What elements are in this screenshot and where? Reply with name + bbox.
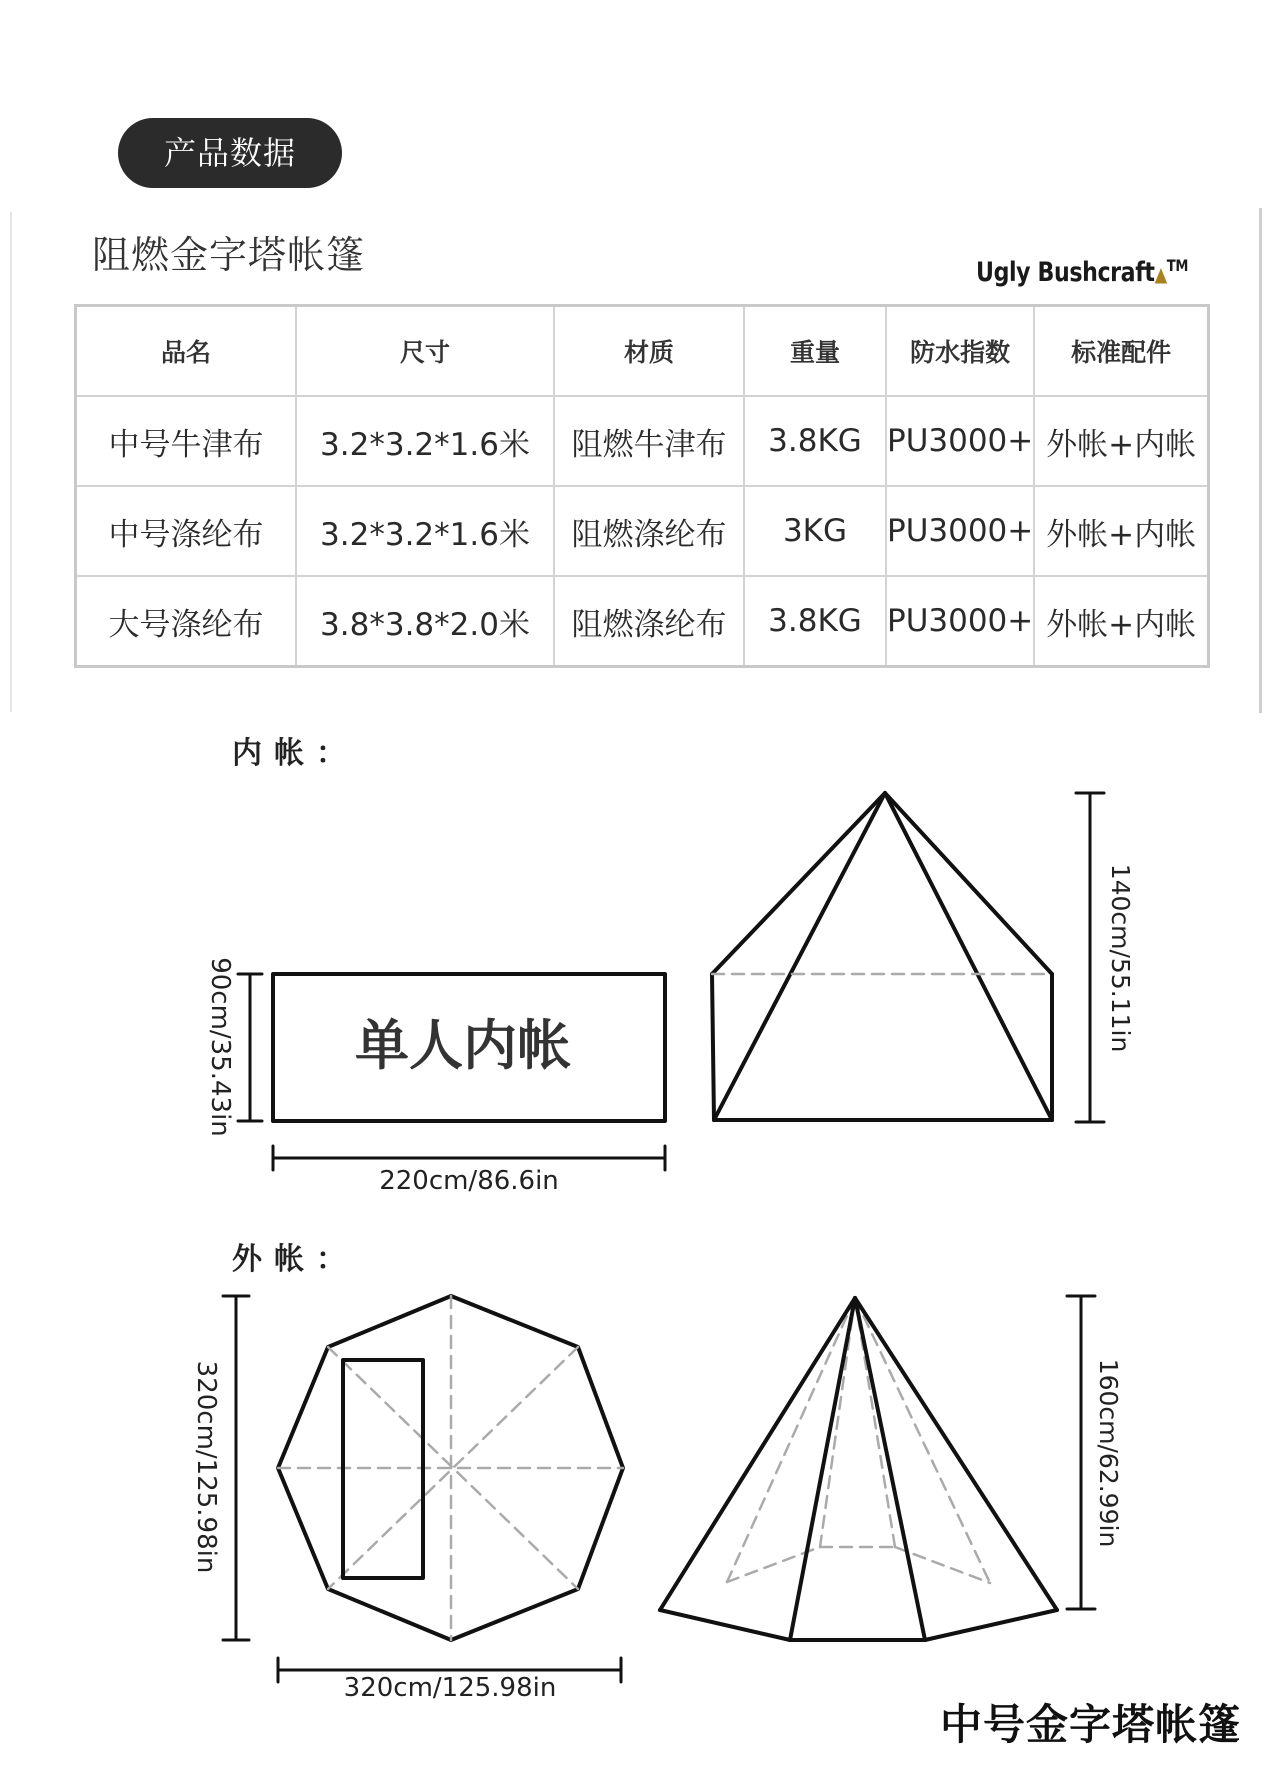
table-cell: 3.2*3.2*1.6米 <box>296 396 554 486</box>
trademark: TM <box>1166 256 1188 275</box>
table-cell: 阻燃涤纶布 <box>554 576 744 667</box>
outer-height-text: 160cm/62.99in <box>1094 1358 1123 1548</box>
table-cell: 3.8KG <box>744 396 886 486</box>
inner-depth-dimension <box>238 974 262 1121</box>
header-cell: 标准配件 <box>1034 306 1208 397</box>
outer-depth-dimension <box>223 1296 249 1640</box>
inner-height-dimension <box>1076 793 1104 1122</box>
header-cell: 尺寸 <box>296 306 554 397</box>
header-cell: 防水指数 <box>886 306 1034 397</box>
table-cell: 3.2*3.2*1.6米 <box>296 486 554 576</box>
product-data-badge: 产品数据 <box>118 118 342 188</box>
table-cell: 外帐+内帐 <box>1034 576 1208 667</box>
table-cell: 中号牛津布 <box>76 396 297 486</box>
table-cell: 外帐+内帐 <box>1034 486 1208 576</box>
table-cell: 中号涤纶布 <box>76 486 297 576</box>
table-cell: 大号涤纶布 <box>76 576 297 667</box>
header-cell: 重量 <box>744 306 886 397</box>
tent-icon: ▲ <box>1154 262 1167 286</box>
inner-height-text: 140cm/55.11in <box>1106 863 1135 1053</box>
outer-tent-pyramid <box>660 1298 1057 1640</box>
brand-name: Ugly Bushcraft <box>976 257 1155 288</box>
table-cell: 外帐+内帐 <box>1034 396 1208 486</box>
header-cell: 材质 <box>554 306 744 397</box>
table-cell: 3.8KG <box>744 576 886 667</box>
header-cell: 品名 <box>76 306 297 397</box>
table-cell: PU3000+ <box>886 576 1034 667</box>
outer-width-text: 320cm/125.98in <box>343 1673 557 1703</box>
inner-tent-label: 内帐： <box>232 736 358 771</box>
table-cell: PU3000+ <box>886 396 1034 486</box>
outer-height-dimension <box>1067 1296 1095 1609</box>
outer-tent-floor-octagon <box>278 1296 623 1640</box>
table-cell: PU3000+ <box>886 486 1034 576</box>
inner-tent-box-text: 单人内帐 <box>355 1014 571 1077</box>
inner-width-text: 220cm/86.6in <box>379 1166 559 1196</box>
table-cell: 3KG <box>744 486 886 576</box>
model-title: 中号金字塔帐篷 <box>940 1700 1242 1749</box>
inner-depth-text: 90cm/35.43in <box>205 957 235 1137</box>
outer-depth-text: 320cm/125.98in <box>191 1360 221 1574</box>
table-cell: 3.8*3.8*2.0米 <box>296 576 554 667</box>
table-cell: 阻燃牛津布 <box>554 396 744 486</box>
product-title: 阻燃金字塔帐篷 <box>92 233 366 277</box>
outer-tent-label: 外帐： <box>232 1242 358 1277</box>
inner-tent-pyramid <box>712 793 1052 1120</box>
table-cell: 阻燃涤纶布 <box>554 486 744 576</box>
